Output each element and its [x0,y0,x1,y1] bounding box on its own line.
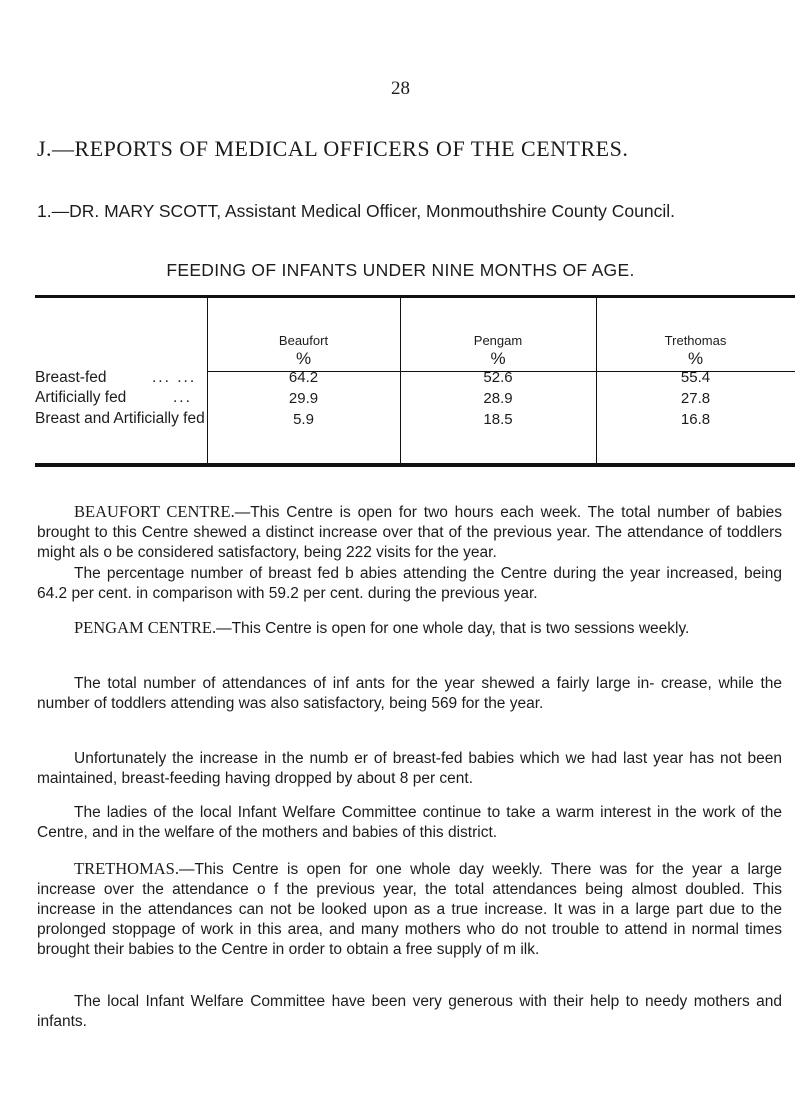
row-label-text: Breast-fed [35,369,107,386]
paragraph-pengam-attendances [37,674,782,714]
paragraph-unfortunately [37,749,782,789]
unit-label: % [295,349,312,368]
column-header-pengam: Pengam [473,333,523,348]
table-cell: 52.6 [483,369,513,386]
table-cell: 64.2 [288,369,319,386]
table-cell: 18.5 [483,411,513,428]
paragraph-committee [37,992,782,1032]
column-header-beaufort: Beaufort [278,333,329,348]
paragraph-text: —This Centre is open for two hours each week. The total number of babies brought to this Centre shewed a distinct increase over that of the previous year. The attendance of toddlers might als o be considered satisfactory, being 222 visits for the year. [37,504,783,561]
paragraph-beaufort [37,502,782,563]
paragraph-trethomas [37,859,782,960]
table-cell: 28.9 [483,390,513,407]
row-label-text: Breast and Artificially fed [35,410,205,427]
unit-label: % [687,349,704,368]
paragraph-text: Unfortunately the increase in the numb er of breast-fed babies which we had last year has not been maintained, breast-feeding having dropped by about 8 per cent. [37,750,782,787]
column-header-trethomas: Trethomas [664,333,727,348]
table-cell: 55.4 [680,369,711,386]
table-caption: FEEDING OF INFANTS UNDER NINE MONTHS OF AGE. [166,260,635,280]
row-leader-dots: ... ... [152,369,197,386]
page-number: 28 [391,78,410,99]
table-cell: 27.8 [680,390,711,407]
row-label [35,410,205,428]
paragraph-lead: PENGAM CENTRE. [74,618,217,637]
row-label [35,369,197,387]
paragraph-text: The ladies of the local Infant Welfare Committee continue to take a warm interest in the work of the Centre, and in the welfare of the mothers and babies of this district. [37,804,782,841]
row-label [35,389,192,407]
table-bottom-rule [35,463,795,467]
feeding-table [35,295,795,467]
paragraph-text: —This Centre is open for one whole day weekly. There was for the year a large increase over the attendance o f the previous year, the total attendances being almost doubled. This increase in the attendances can not be looked upon as a true increase. It was in a large part due to the prolonged stoppage of work in this area, and many mothers who do not trouble to attend in normal times brought their babies to the Centre in order to obtain a free supply of m ilk. [37,861,782,958]
paragraph-lead: TRETHOMAS. [74,859,179,878]
paragraph-pengam [37,618,782,639]
paragraph-lead: BEAUFORT CENTRE. [74,502,235,521]
table-cell: 5.9 [293,411,314,428]
row-label-text: Artificially fed [35,389,127,406]
paragraph-text: —This Centre is open for one whole day, that is two sessions weekly. [216,620,690,637]
paragraph-ladies [37,803,782,843]
section-heading: J.—REPORTS OF MEDICAL OFFICERS OF THE CENTRES. [37,136,629,161]
paragraph-text: The local Infant Welfare Committee have been very generous with their help to needy mothers and infants. [37,993,782,1030]
table-top-rule [35,295,795,298]
paragraph-text: The percentage number of breast fed b abies attending the Centre during the year increased, being 64.2 per cent. in comparison with 59.2 per cent. during the previous year. [37,565,782,602]
row-leader-dots: ... [173,389,192,406]
paragraph-text: The total number of attendances of inf ants for the year shewed a fairly large in- crease, while the number of toddlers attending was also satisfactory, being 569 for the year. [37,675,782,712]
table-cell: 16.8 [680,411,711,428]
paragraph-breast-fed [37,564,782,604]
table-cell: 29.9 [288,390,319,407]
sub-heading: 1.—DR. MARY SCOTT, Assistant Medical Officer, Monmouthshire County Council. [37,201,676,221]
unit-label: % [490,349,506,368]
